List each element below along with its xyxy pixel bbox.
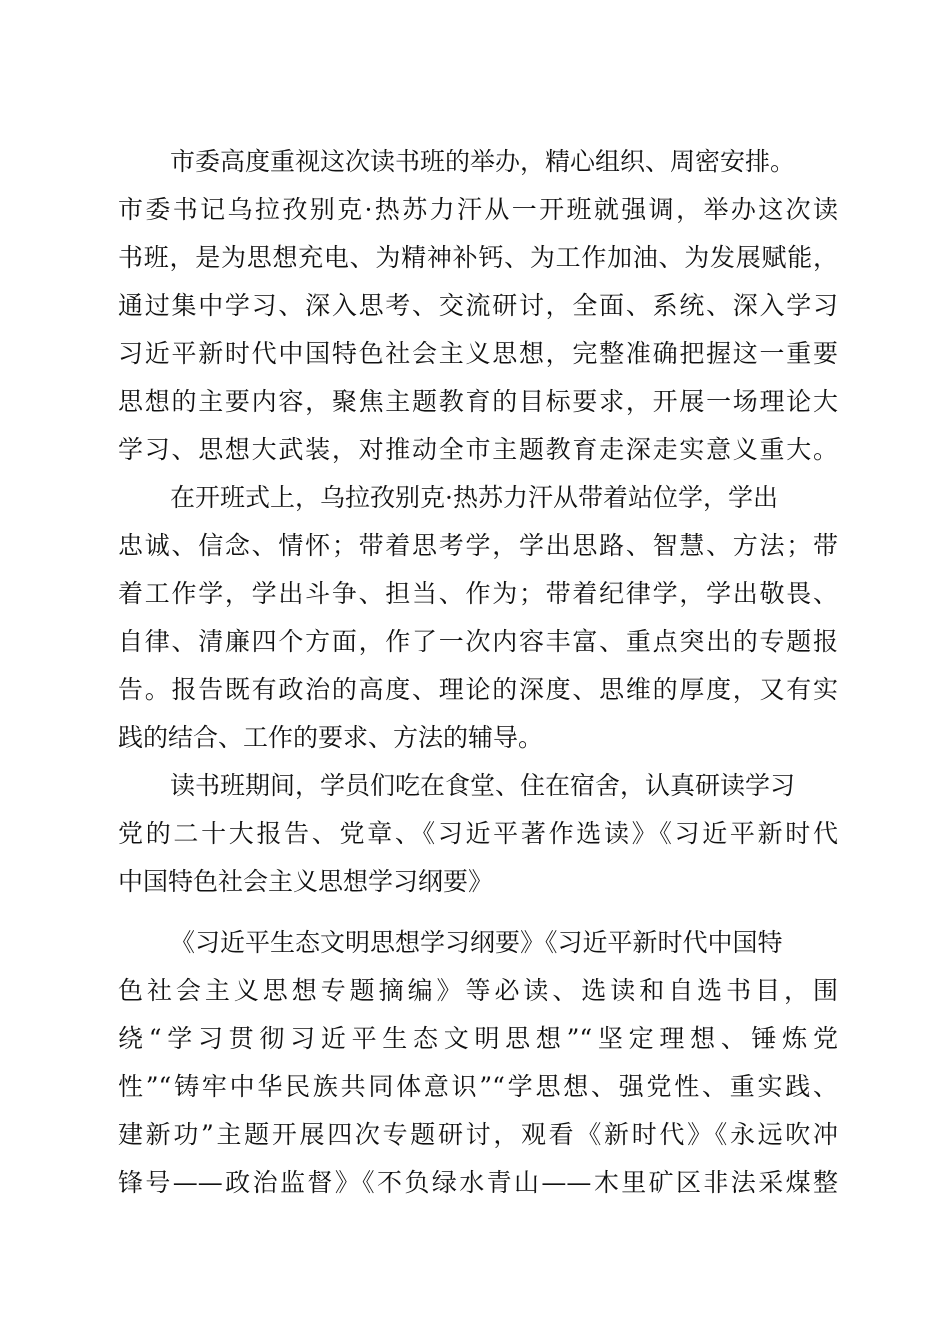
text-line: 《习近平生态文明思想学习纲要》《习近平新时代中国特 bbox=[170, 928, 783, 957]
text-line: 市委高度重视这次读书班的举办，精心组织、周密安排。 bbox=[170, 147, 796, 176]
text-line: 中国特色社会主义思想学习纲要》 bbox=[118, 867, 494, 896]
text-line: 绕“学习贯彻习近平生态文明思想”“坚定理想、锤炼党 bbox=[118, 1024, 838, 1053]
text-line: 通过集中学习、深入思考、交流研讨，全面、系统、深入学习 bbox=[118, 291, 838, 320]
document-body bbox=[118, 138, 838, 1207]
paragraph-gap bbox=[118, 906, 838, 919]
text-line: 告。报告既有政治的高度、理论的深度、思维的厚度，又有实 bbox=[118, 675, 838, 704]
text-line: 着工作学，学出斗争、担当、作为；带着纪律学，学出敬畏、 bbox=[118, 579, 838, 608]
text-line: 在开班式上，乌拉孜别克·热苏力汗从带着站位学，学出 bbox=[170, 483, 778, 512]
text-line: 建新功”主题开展四次专题研讨，观看《新时代》《永远吹冲 bbox=[118, 1120, 838, 1149]
text-line: 思想的主要内容，聚焦主题教育的目标要求，开展一场理论大 bbox=[118, 387, 838, 416]
text-line: 学习、思想大武装，对推动全市主题教育走深走实意义重大。 bbox=[118, 435, 838, 464]
paragraph-2 bbox=[118, 474, 838, 762]
text-line: 书班，是为思想充电、为精神补钙、为工作加油、为发展赋能， bbox=[118, 243, 838, 272]
text-line: 践的结合、工作的要求、方法的辅导。 bbox=[118, 723, 544, 752]
text-line: 色社会主义思想专题摘编》等必读、选读和自选书目，围 bbox=[118, 976, 838, 1005]
text-line: 自律、清廉四个方面，作了一次内容丰富、重点突出的专题报 bbox=[118, 627, 838, 656]
text-line: 市委书记乌拉孜别克·热苏力汗从一开班就强调，举办这次读 bbox=[118, 195, 838, 224]
text-line: 读书班期间，学员们吃在食堂、住在宿舍，认真研读学习 bbox=[170, 771, 796, 800]
paragraph-1 bbox=[118, 138, 838, 474]
text-line: 党的二十大报告、党章、《习近平著作选读》《习近平新时代 bbox=[118, 819, 838, 848]
text-line: 忠诚、信念、情怀；带着思考学，学出思路、智慧、方法；带 bbox=[118, 531, 838, 560]
text-line: 锋号——政治监督》《不负绿水青山——木里矿区非法采煤整 bbox=[118, 1168, 838, 1197]
paragraph-3 bbox=[118, 762, 838, 906]
text-line: 习近平新时代中国特色社会主义思想，完整准确把握这一重要 bbox=[118, 339, 838, 368]
paragraph-4 bbox=[118, 919, 838, 1207]
text-line: 性”“铸牢中华民族共同体意识”“学思想、强党性、重实践、 bbox=[118, 1072, 838, 1101]
